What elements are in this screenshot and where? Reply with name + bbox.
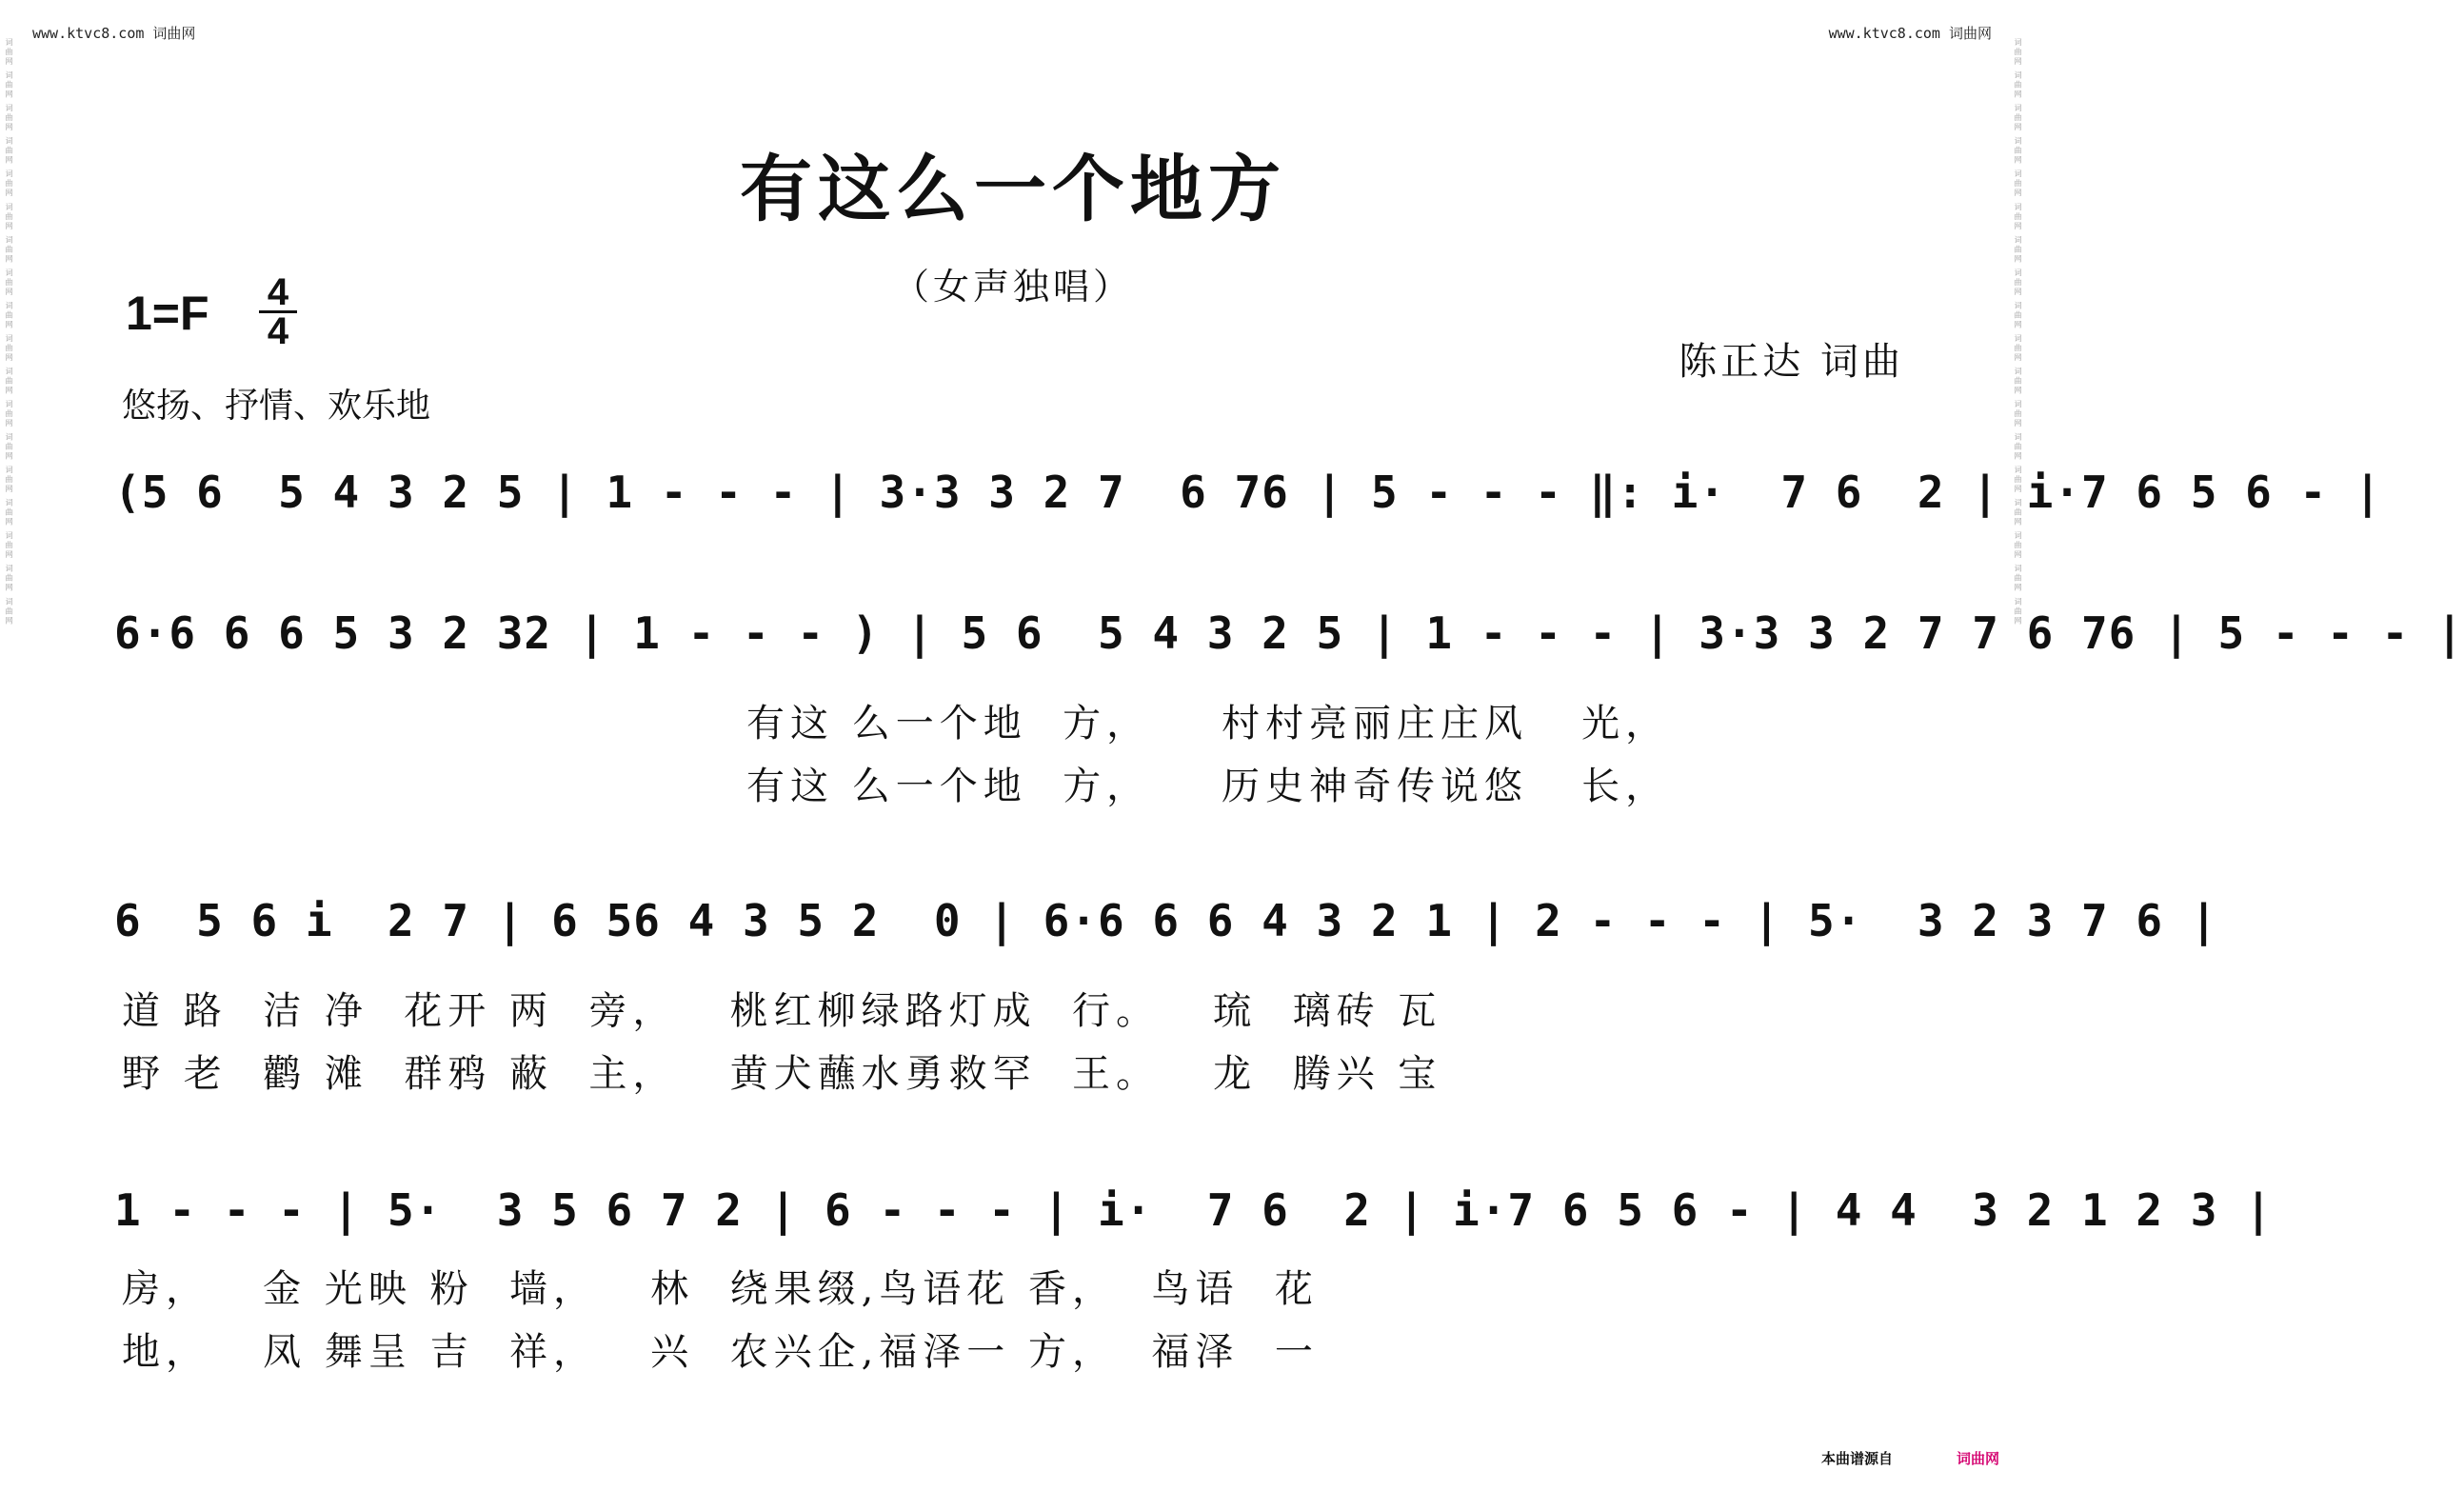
lyric-line-2-verse-1: 有这 么一个地 方， 村村亮丽庄庄风 光， [746,702,1670,746]
side-watermark-right: 词曲网 词曲网 词曲网 词曲网 词曲网 词曲网 词曲网 词曲网 词曲网 词曲网 词曲网 词曲网 词曲网 词曲网 词曲网 词曲网 词曲网 词曲网 [2014,38,2022,626]
notation-line-3: 6 5 6 i 2 7 | 6 56 4 3 5 2 0 | 6·6 6 6 4 3 2 1 | 2 - - - | 5· 3 2 3 7 6 | [114,895,2218,946]
composer-credit: 陈正达 词曲 [1679,340,1904,384]
time-signature-top: 4 [259,274,297,313]
lyric-line-2-verse-2: 有这 么一个地 方， 历史神奇传说悠 长， [746,765,1670,808]
time-signature-bottom: 4 [267,310,289,352]
lyric-line-3-verse-2: 野 老 鹳 滩 群鸦 蔽 主， 黄犬蘸水勇救罕 王。 龙 腾兴 宝 [122,1052,1442,1096]
lyric-line-3-verse-1: 道 路 洁 净 花开 两 旁， 桃红柳绿路灯成 行。 琉 璃砖 瓦 [122,989,1442,1033]
key-signature: 1=F [126,287,209,340]
side-watermark-left: 词曲网 词曲网 词曲网 词曲网 词曲网 词曲网 词曲网 词曲网 词曲网 词曲网 词曲网 词曲网 词曲网 词曲网 词曲网 词曲网 词曲网 词曲网 [5,38,13,626]
header-right-url: www.ktvc8.com 词曲网 [1828,25,1992,42]
song-title: 有这么一个地方 [740,147,1286,231]
time-signature [259,271,297,352]
notation-line-2: 6·6 6 6 5 3 2 32 | 1 - - - ) | 5 6 5 4 3 2 5 | 1 - - - | 3·3 3 2 7 7 6 76 | 5 - - - | [114,607,2464,659]
header-left-url: www.ktvc8.com 词曲网 [32,25,196,42]
lyric-line-4-verse-1: 房， 金 光映 粉 墙， 林 绕果缀,鸟语花 香， 鸟语 花 [122,1267,1319,1311]
footer-source-site[interactable]: 词曲网 [1956,1450,1999,1467]
song-subtitle: （女声独唱） [892,266,1133,308]
footer-source-label: 本曲谱源自 [1820,1450,1893,1467]
tempo-marking: 悠扬、抒情、欢乐地 [122,387,431,426]
lyric-line-4-verse-2: 地， 凤 舞呈 吉 祥， 兴 农兴企,福泽一 方， 福泽 一 [122,1330,1319,1374]
notation-line-1: (5 6 5 4 3 2 5 | 1 - - - | 3·3 3 2 7 6 76 | 5 - - - ‖: i· 7 6 2 | i·7 6 5 6 - | [114,467,2382,518]
notation-line-4: 1 - - - | 5· 3 5 6 7 2 | 6 - - - | i· 7 6 2 | i·7 6 5 6 - | 4 4 3 2 1 2 3 | [114,1184,2273,1236]
